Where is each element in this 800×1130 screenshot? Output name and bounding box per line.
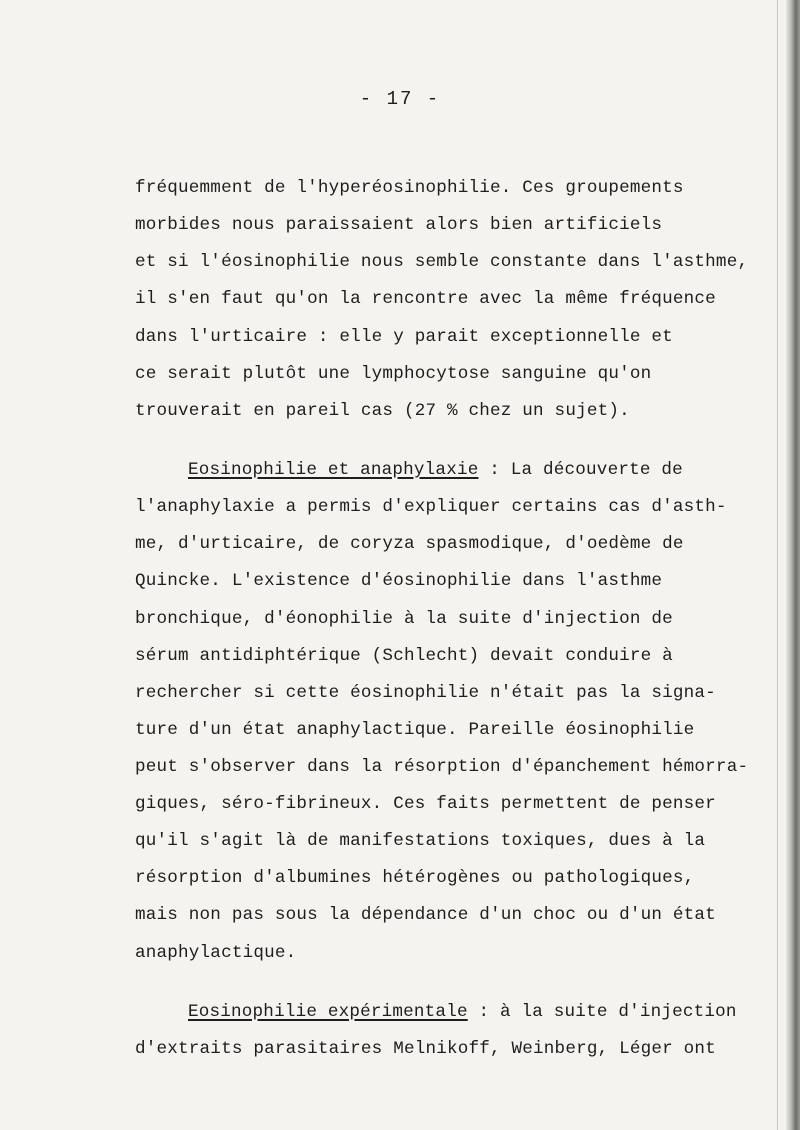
paragraph-heading-line <box>188 459 683 481</box>
heading-continuation: : à la suite d'injection <box>467 1002 737 1022</box>
paragraph-heading-line <box>188 1001 737 1023</box>
page-edge-line <box>777 0 778 1130</box>
text-line: Quincke. L'existence d'éosinophilie dans l'asthme <box>135 571 663 591</box>
text-line: il s'en faut qu'on la rencontre avec la même fréquence <box>135 289 716 309</box>
text-line: ce serait plutôt une lymphocytose sanguine qu'on <box>135 364 652 384</box>
text-line: et si l'éosinophilie nous semble constante dans l'asthme, <box>135 252 749 272</box>
text-line: qu'il s'agit là de manifestations toxiques, dues à la <box>135 831 706 851</box>
text-line: mais non pas sous la dépendance d'un choc ou d'un état <box>135 905 716 925</box>
text-line: fréquemment de l'hyperéosinophilie. Ces groupements <box>135 178 684 198</box>
text-line: d'extraits parasitaires Melnikoff, Weinberg, Léger ont <box>135 1039 716 1059</box>
page-binding-edge <box>786 0 800 1130</box>
text-line: anaphylactique. <box>135 943 297 963</box>
text-line: rechercher si cette éosinophilie n'était pas la signa- <box>135 683 716 703</box>
text-line: morbides nous paraissaient alors bien artificiels <box>135 215 663 235</box>
section-heading-experimentale: Eosinophilie expérimentale <box>188 1002 468 1022</box>
text-line: dans l'urticaire : elle y parait exceptionnelle et <box>135 327 673 347</box>
text-line: peut s'observer dans la résorption d'épanchement hémorra- <box>135 757 749 777</box>
text-line: trouverait en pareil cas (27 % chez un sujet). <box>135 401 630 421</box>
heading-continuation: : La découverte de <box>478 460 683 480</box>
text-line: ture d'un état anaphylactique. Pareille éosinophilie <box>135 720 695 740</box>
text-line: résorption d'albumines hétérogènes ou pathologiques, <box>135 868 695 888</box>
text-line: bronchique, d'éonophilie à la suite d'injection de <box>135 609 673 629</box>
text-line: giques, séro-fibrineux. Ces faits permettent de penser <box>135 794 716 814</box>
text-line: me, d'urticaire, de coryza spasmodique, d'oedème de <box>135 534 684 554</box>
text-line: l'anaphylaxie a permis d'expliquer certains cas d'asth- <box>135 497 727 517</box>
text-line: sérum antidiphtérique (Schlecht) devait conduire à <box>135 646 673 666</box>
page-number: - 17 - <box>359 88 441 110</box>
section-heading-anaphylaxie: Eosinophilie et anaphylaxie <box>188 460 479 480</box>
